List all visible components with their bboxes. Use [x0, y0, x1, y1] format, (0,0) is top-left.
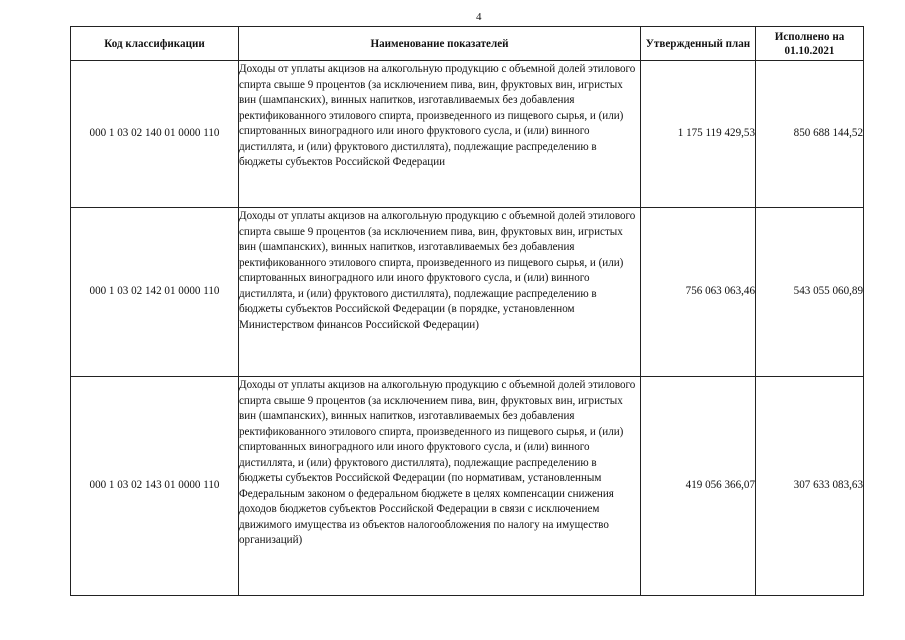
header-done: Исполнено на 01.10.2021 [756, 27, 864, 61]
header-code: Код классификации [71, 27, 239, 61]
indicator-name-cell [239, 208, 641, 377]
classification-code-cell: 000 1 03 02 140 01 0000 110 [71, 61, 239, 208]
budget-revenue-table [70, 26, 864, 596]
executed-cell: 543 055 060,89 [756, 208, 864, 377]
indicator-name-cell [239, 377, 641, 596]
header-name: Наименование показателей [239, 27, 641, 61]
table-header-row [71, 27, 864, 61]
table-row [71, 377, 864, 596]
page-number: 4 [476, 11, 482, 23]
table-row [71, 208, 864, 377]
executed-cell: 307 633 083,63 [756, 377, 864, 596]
classification-code-cell: 000 1 03 02 142 01 0000 110 [71, 208, 239, 377]
executed-cell: 850 688 144,52 [756, 61, 864, 208]
classification-code-cell: 000 1 03 02 143 01 0000 110 [71, 377, 239, 596]
approved-plan-cell: 1 175 119 429,53 [641, 61, 756, 208]
header-plan: Утвержденный план [641, 27, 756, 61]
indicator-name-text: Доходы от уплаты акцизов на алкогольную продукцию с объемной долей этилового спирта свыше 9 процентов (за исключением пива, вин, фруктовых вин, игристых вин (шампанских), винных напитков, изготавливаемых без добавления ректификованного этилового спирта, произведенного из пищевого сырья, и (или) спиртованных виноградного или иного фруктового сусла, и (или) винного дистиллята, и (или) фруктового дистиллята), подлежащие распределению в бюджеты субъектов Российской Федерации [239, 63, 636, 168]
table-row [71, 61, 864, 208]
indicator-name-text: Доходы от уплаты акцизов на алкогольную продукцию с объемной долей этилового спирта свыше 9 процентов (за исключением пива, вин, фруктовых вин, игристых вин (шампанских), винных напитков, изготавливаемых без добавления ректификованного этилового спирта, произведенного из пищевого сырья, и (или) спиртованных виноградного или иного фруктового сусла, и (или) винного дистиллята, и (или) фруктового дистиллята), подлежащие распределению в бюджеты субъектов Российской Федерации (в порядке, установленном Министерством финансов Российской Федерации) [239, 210, 636, 331]
approved-plan-cell: 419 056 366,07 [641, 377, 756, 596]
approved-plan-cell: 756 063 063,46 [641, 208, 756, 377]
indicator-name-cell [239, 61, 641, 208]
indicator-name-text: Доходы от уплаты акцизов на алкогольную продукцию с объемной долей этилового спирта свыше 9 процентов (за исключением пива, вин, фруктовых вин, игристых вин (шампанских), винных напитков, изготавливаемых без добавления ректификованного этилового спирта, произведенного из пищевого сырья, и (или) спиртованных виноградного или иного фруктового сусла, и (или) винного дистиллята, и (или) фруктового дистиллята), подлежащие распределению в бюджеты субъектов Российской Федерации (по нормативам, установленным Федеральным законом о федеральном бюджете в целях компенсации снижения доходов бюджетов субъектов Российской Федерации в связи с исключением движимого имущества из объектов налогообложения по налогу на имущество организаций) [239, 379, 636, 546]
